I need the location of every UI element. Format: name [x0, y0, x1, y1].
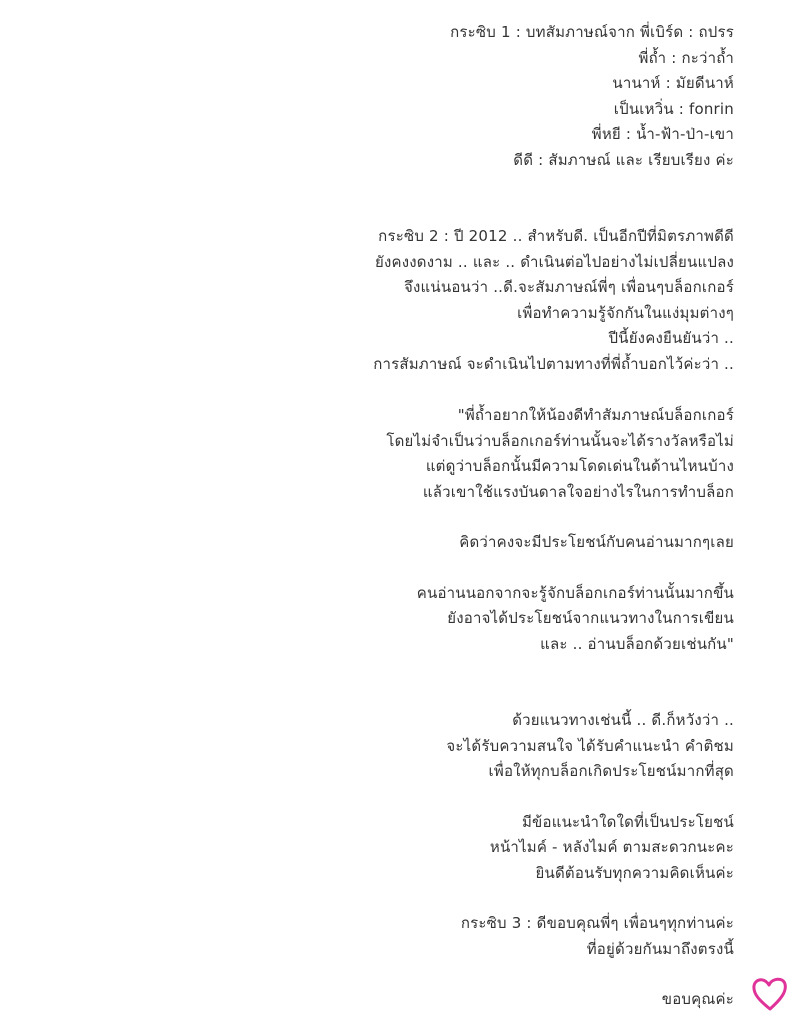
section-3-line: ที่อยู่ด้วยกันมาถึงตรงนี้	[586, 939, 734, 958]
section-3-thanks	[214, 911, 734, 962]
closing-line: ยินดีต้อนรับทุกความคิดเห็นค่ะ	[535, 863, 734, 882]
section-1-line: พี่หยี : น้ำ-ฟ้า-ป่า-เขา	[591, 125, 734, 143]
quote-paragraph-1	[214, 403, 734, 505]
section-2-line: ยังคงงดงาม .. และ .. ดำเนินต่อไปอย่างไม่เปลี่ยนแปลง	[374, 252, 734, 271]
section-3-line: กระซิบ 3 : ดีขอบคุณพี่ๆ เพื่อนๆทุกท่านค่ะ	[460, 914, 734, 932]
closing-line: มีข้อแนะนำใดใดที่เป็นประโยชน์	[521, 812, 734, 831]
section-1-credits	[214, 20, 734, 173]
closing-line: เพื่อให้ทุกบล็อกเกิดประโยชน์มากที่สุด	[488, 762, 734, 780]
section-1-line: พี่ถ้ำ : กะว่าถ้ำ	[638, 48, 734, 67]
closing-line: จะได้รับความสนใจ ได้รับคำแนะนำ คำติชม	[446, 736, 734, 755]
quote-line: แล้วเขาใช้แรงบันดาลใจอย่างไรในการทำบล็อก	[422, 482, 734, 501]
section-2-line: เพื่อทำความรู้จักกันในแง่มุมต่างๆ	[517, 303, 734, 322]
quote-line: คนอ่านนอกจากจะรู้จักบล็อกเกอร์ท่านนั้นมากขึ้น	[416, 583, 734, 602]
closing-paragraph-2	[214, 810, 734, 887]
quote-line: คิดว่าคงจะมีประโยชน์กับคนอ่านมากๆเลย	[459, 533, 734, 551]
section-1-line: นานาห์ : มัยดีนาห์	[612, 74, 734, 92]
quote-line: ยังอาจได้ประโยชน์จากแนวทางในการเขียน	[447, 609, 734, 627]
quote-paragraph-3	[214, 581, 734, 658]
section-2-line: กระซิบ 2 : ปี 2012 .. สำหรับดี. เป็นอีกปีที่มิตรภาพดีดี	[378, 227, 734, 245]
section-1-line: กระซิบ 1 : บทสัมภาษณ์จาก พี่เบิร์ด : ถปรร	[450, 23, 734, 41]
section-2-line: ปีนี้ยังคงยืนยันว่า ..	[608, 329, 734, 347]
section-1-line: ดีดี : สัมภาษณ์ และ เรียบเรียง ค่ะ	[513, 150, 734, 169]
section-2-line: การสัมภาษณ์ จะดำเนินไปตามทางที่พี่ถ้ำบอกไว้ค่ะว่า ..	[373, 354, 734, 373]
closing-line: หน้าไมค์ - หลังไมค์ ตามสะดวกนะคะ	[489, 838, 734, 856]
section-2-intro	[214, 224, 734, 377]
section-2-line: จึงแน่นอนว่า ..ดี.จะสัมภาษณ์พี่ๆ เพื่อนๆบล็อกเกอร์	[404, 278, 734, 296]
quote-line: "พี่ถ้ำอยากให้น้องดีทำสัมภาษณ์บล็อกเกอร์	[457, 406, 734, 424]
quote-paragraph-2	[214, 530, 734, 556]
closing-paragraph-1	[214, 708, 734, 785]
thank-you-text: ขอบคุณค่ะ	[661, 990, 734, 1008]
quote-line: แต่ดูว่าบล็อกนั้นมีความโดดเด่นในด้านไหนบ้าง	[425, 457, 734, 475]
text-column	[214, 20, 734, 1013]
closing-line: ด้วยแนวทางเช่นนี้ .. ดี.ก็หวังว่า ..	[512, 711, 734, 729]
quote-line: โดยไม่จำเป็นว่าบล็อกเกอร์ท่านนั้นจะได้รางวัลหรือไม่	[386, 431, 734, 450]
thank-you-line	[214, 987, 734, 1013]
quote-line: และ .. อ่านบล็อกด้วยเช่นกัน"	[540, 634, 734, 653]
heart-icon	[750, 974, 790, 1014]
section-1-line: เป็นเหวิ่น : fonrin	[613, 99, 734, 118]
